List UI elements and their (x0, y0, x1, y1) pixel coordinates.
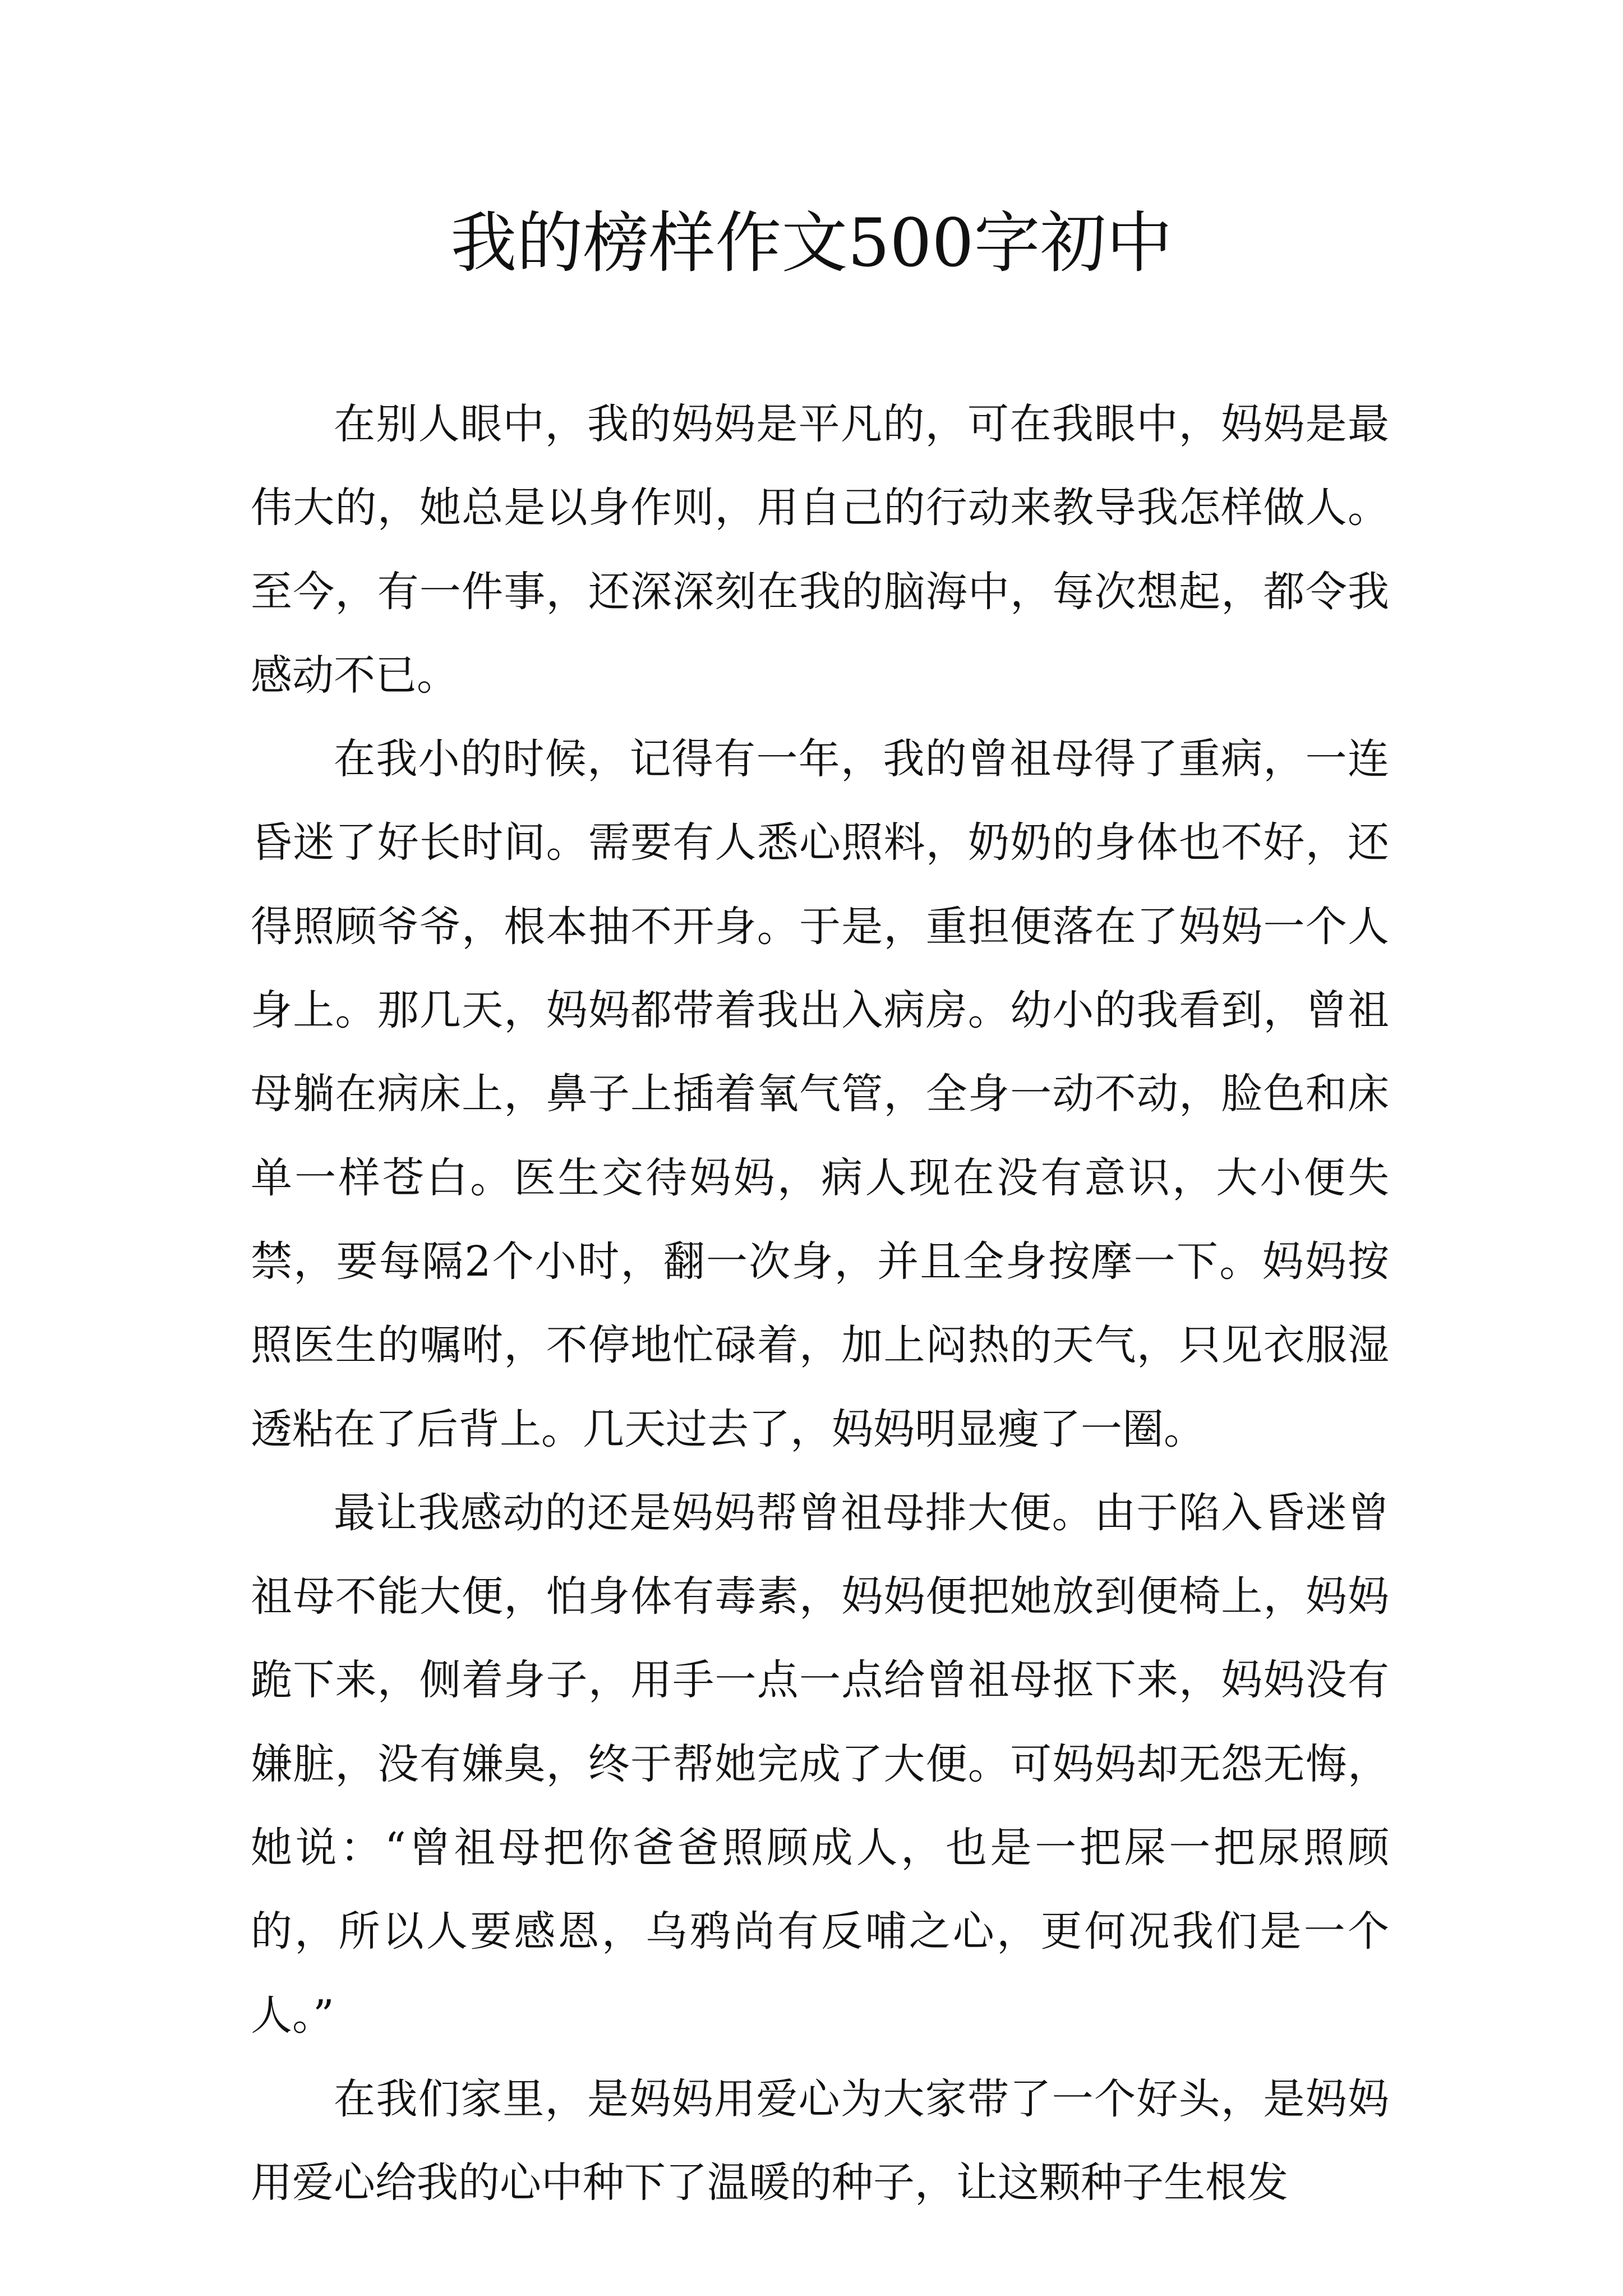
paragraph-4: 在我们家里，是妈妈用爱心为大家带了一个好头，是妈妈用爱心给我的心中种下了温暖的种子，让这颗种子生根发 (251, 2074, 1389, 2207)
paragraph-3: 最让我感动的还是妈妈帮曾祖母排大便。由于陷入昏迷曾祖母不能大便，怕身体有毒素，妈妈便把她放到便椅上，妈妈跪下来，侧着身子，用手一点一点给曾祖母抠下来，妈妈没有嫌脏，没有嫌臭，终于帮她完成了大便。可妈妈却无怨无悔，她说：“曾祖母把你爸爸照顾成人，也是一把屎一把尿照顾的，所以人要感恩，乌鸦尚有反哺之心，更何况我们是一个人。” (251, 1488, 1389, 2040)
document-body (251, 383, 1389, 2225)
paragraph-1: 在别人眼中，我的妈妈是平凡的，可在我眼中，妈妈是最伟大的，她总是以身作则，用自己的行动来教导我怎样做人。至今，有一件事，还深深刻在我的脑海中，每次想起，都令我感动不已。 (251, 400, 1389, 700)
document-title: 我的榜样作文500字初中 (450, 204, 1173, 282)
paragraph-2: 在我小的时候，记得有一年，我的曾祖母得了重病，一连昏迷了好长时间。需要有人悉心照料，奶奶的身体也不好，还得照顾爷爷，根本抽不开身。于是，重担便落在了妈妈一个人身上。那几天，妈妈都带着我出入病房。幼小的我看到，曾祖母躺在病床上，鼻子上插着氧气管，全身一动不动，脸色和床单一样苍白。医生交待妈妈，病人现在没有意识，大小便失禁，要每隔2个小时，翻一次身，并且全身按摩一下。妈妈按照医生的嘱咐，不停地忙碌着，加上闷热的天气，只见衣服湿透粘在了后背上。几天过去了，妈妈明显瘦了一圈。 (251, 735, 1389, 1453)
